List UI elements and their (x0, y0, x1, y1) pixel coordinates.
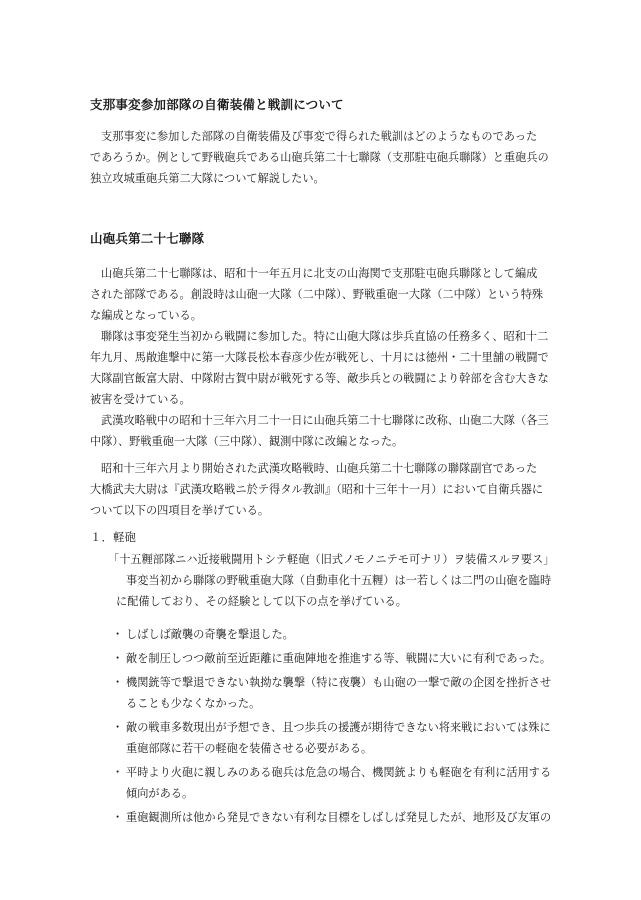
text-line: 傾向がある。 (126, 787, 194, 800)
bullet-icon: ・ (112, 628, 124, 641)
list-item (112, 648, 562, 669)
text-line: 支那事変に参加した部隊の自衛装備及び事変で得られた戦訓はどのようなものであった (101, 130, 538, 143)
text-line: 敵を制圧しつつ敵前至近距離に重砲陣地を推進する等、戦闘に大いに有利であった。 (126, 652, 552, 665)
text-line: 中隊）、野戦重砲一大隊（三中隊）、観測中隊に改編となった。 (90, 435, 404, 448)
section-paragraph (90, 263, 560, 452)
text-line: に配備しており、その経験として以下の点を挙げている。 (116, 595, 407, 608)
bullet-icon: ・ (112, 676, 124, 689)
text-line: 機関銃等で撃退できない執拗な襲撃（特に夜襲）も山砲の一撃で敵の企図を挫折させ (126, 676, 552, 689)
text-line: 大橋武夫大尉は『武漢攻略戦ニ於テ得タル教訓』（昭和十三年十一月）において自衛兵器に (90, 483, 544, 496)
text-line: された部隊である。創設時は山砲一大隊（二中隊）、野戦重砲一大隊（二中隊）という特殊 (90, 288, 544, 301)
text-line: 年九月、馬敞進撃中に第一大隊長松本春彦少佐が戦死し、十月には徳州・二十里舗の戦闘で (90, 351, 549, 364)
text-line: 大隊副官飯富大尉、中隊附古賀中尉が戦死する等、敵歩兵との戦闘により幹部を含む大きな (90, 372, 549, 385)
text-line: しばしば敵襲の奇襲を撃退した。 (126, 628, 294, 641)
list-item (112, 807, 562, 828)
text-line: 昭和十三年六月より開始された武漢攻略戦時、山砲兵第二十七聯隊の聯隊副官であった (101, 462, 538, 475)
lesson-bullet-list (112, 624, 562, 831)
text-line: 武漢攻略戦中の昭和十三年六月二十一日に山砲兵第二十七聯隊に改称、山砲二大隊（各三 (101, 414, 549, 427)
text-line: 山砲兵第二十七聯隊は、昭和十一年五月に北支の山海関で支那駐屯砲兵聯隊として編成 (101, 267, 538, 280)
text-line: 重砲部隊に若干の軽砲を装備させる必要がある。 (126, 742, 373, 755)
bullet-icon: ・ (112, 652, 124, 665)
section-paragraph (90, 458, 560, 521)
text-line: 独立攻城重砲兵第二大隊について解説したい。 (90, 172, 325, 185)
text-line: な編成となっている。 (90, 309, 202, 322)
text-line: であろうか。例として野戦砲兵である山砲兵第二十七聯隊（支那駐屯砲兵聯隊）と重砲兵の (90, 151, 549, 164)
item-description (108, 570, 568, 612)
text-line: ることも少なくなかった。 (126, 697, 261, 710)
item-number-heading: １．軽砲 (90, 530, 136, 544)
bullet-icon: ・ (112, 721, 124, 734)
text-line: 事変当初から聯隊の野戦重砲大隊（自動車化十五糎）は一若しくは二門の山砲を臨時 (126, 574, 552, 587)
list-item (112, 762, 562, 804)
text-line: 被害を受けている。 (90, 393, 191, 406)
text-line: 聯隊は事変発生当初から戦闘に参加した。特に山砲大隊は歩兵直協の任務多く、昭和十二 (101, 330, 549, 343)
quoted-lesson: 「十五糎部隊ニハ近接戦闘用トシテ軽砲（旧式ノモノニテモ可ナリ）ヲ装備スルヲ要ス」 (108, 553, 555, 566)
list-item (112, 717, 562, 759)
bullet-icon: ・ (112, 811, 124, 824)
text-line: 平時より火砲に親しみのある砲兵は危急の場合、機関銃よりも軽砲を有利に活用する (126, 766, 552, 779)
bullet-icon: ・ (112, 766, 124, 779)
section-heading: 山砲兵第二十七聯隊 (90, 231, 205, 246)
intro-paragraph (90, 126, 560, 189)
list-item (112, 624, 562, 645)
text-line: 重砲観測所は他から発見できない有利な目標をしばしば発見したが、地形及び友軍の (126, 811, 552, 824)
text-line: ついて以下の四項目を挙げている。 (90, 504, 270, 517)
page-title: 支那事変参加部隊の自衛装備と戦訓について (90, 97, 344, 112)
list-item (112, 672, 562, 714)
text-line: 敵の戦車多数現出が予想でき、且つ歩兵の援護が期待できない将来戦においては殊に (126, 721, 551, 734)
